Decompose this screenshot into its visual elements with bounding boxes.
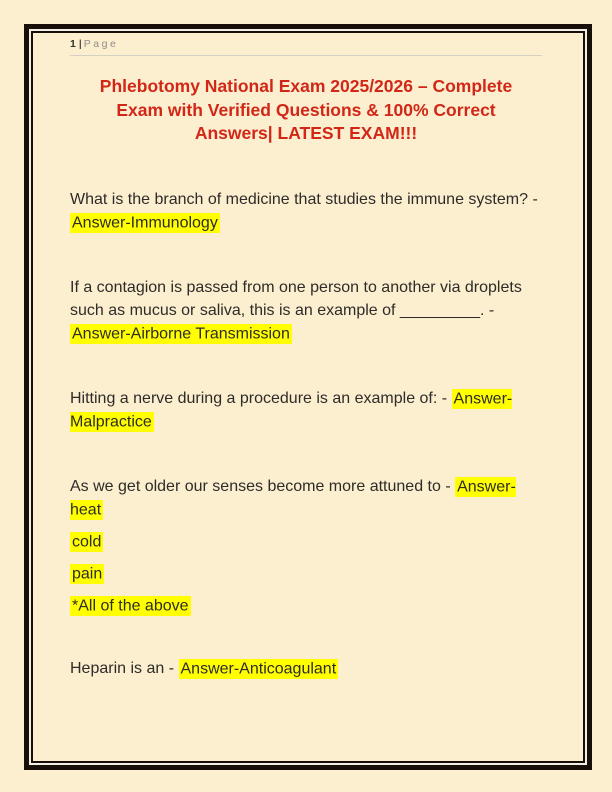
page-number-header xyxy=(70,38,542,56)
question-4-option-1 xyxy=(70,531,542,555)
question-4 xyxy=(70,475,542,522)
question-4-answer-highlight: Answer-heat xyxy=(70,478,516,519)
page-number: 1 xyxy=(70,38,76,50)
question-1-text: What is the branch of medicine that studies the immune system? - xyxy=(70,190,538,208)
question-5-answer-highlight: Answer-Anticoagulant xyxy=(180,660,337,677)
page-border-inner xyxy=(31,31,585,763)
question-2-answer-highlight: Answer-Airborne Transmission xyxy=(72,325,290,343)
question-3-text: Hitting a nerve during a procedure is an example of: - xyxy=(70,390,452,407)
question-1-answer-highlight: Answer-Immunology xyxy=(72,214,218,231)
page-content xyxy=(33,33,583,761)
question-5-text: Heparin is an - xyxy=(70,660,179,677)
title-line-2: Exam with Verified Questions & 100% Correct xyxy=(116,99,496,120)
question-4-option-1-highlight: cold xyxy=(72,533,102,551)
page-label: Page xyxy=(83,38,119,50)
question-4-text: As we get older our senses become more attuned to - xyxy=(70,478,456,495)
question-4-option-2-highlight: pain xyxy=(72,565,103,583)
document-title xyxy=(70,75,542,146)
question-2-text: If a contagion is passed from one person to another via droplets such as mucus or saliva, this is an example of _________. - xyxy=(70,278,522,319)
question-3 xyxy=(70,387,542,434)
question-5 xyxy=(70,657,542,681)
question-1 xyxy=(70,188,542,235)
question-3-answer-highlight: Answer-Malpractice xyxy=(70,390,513,431)
page-number-separator: | xyxy=(78,38,82,50)
question-4-option-3-highlight: *All of the above xyxy=(72,597,189,615)
question-4-option-2 xyxy=(70,563,542,587)
title-line-1: Phlebotomy National Exam 2025/2026 – Complete xyxy=(99,76,513,96)
question-4-option-3 xyxy=(70,595,542,619)
question-2 xyxy=(70,276,542,347)
page-border-frame xyxy=(24,24,592,770)
title-line-3: Answers| LATEST EXAM!!! xyxy=(194,123,418,143)
